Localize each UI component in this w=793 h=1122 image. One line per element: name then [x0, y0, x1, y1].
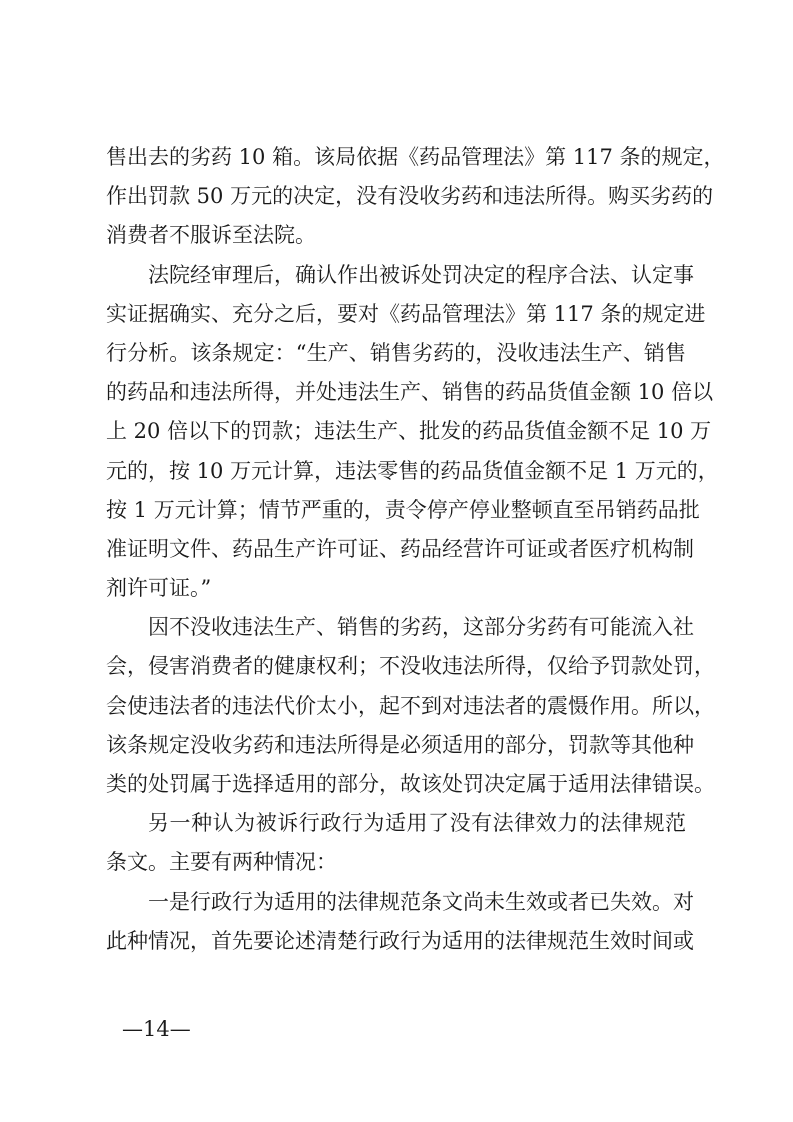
- text-line: 条文。主要有两种情况：: [106, 850, 337, 875]
- text-line: 类的处罚属于选择适用的部分，故该处罚决定属于适用法律错误。: [106, 772, 715, 796]
- paragraph-3: [106, 608, 715, 804]
- text-line: 消费者不服诉至法院。: [106, 223, 316, 248]
- text-line: 作出罚款 50 万元的决定，没有没收劣药和违法所得。购买劣药的: [106, 184, 714, 209]
- text-line: 会，侵害消费者的健康权利；不没收违法所得，仅给予罚款处罚，: [106, 654, 715, 679]
- text-line: 的药品和违法所得，并处违法生产、销售的药品货值金额 10 倍以: [106, 380, 714, 405]
- text-line: 上 20 倍以下的罚款；违法生产、批发的药品货值金额不足 10 万: [106, 419, 712, 444]
- text-line: 会使违法者的违法代价太小，起不到对违法者的震慑作用。所以，: [106, 693, 715, 718]
- text-line: 一是行政行为适用的法律规范条文尚未生效或者已失效。对: [148, 889, 694, 914]
- text-line: 此种情况，首先要论述清楚行政行为适用的法律规范生效时间或: [106, 928, 694, 953]
- page-number: —14—: [122, 1017, 191, 1041]
- paragraph-1: [106, 138, 725, 256]
- text-line: 实证据确实、充分之后，要对《药品管理法》第 117 条的规定进: [106, 301, 706, 326]
- text-line: 该条规定没收劣药和违法所得是必须适用的部分，罚款等其他种: [106, 732, 694, 757]
- body-text: [106, 138, 725, 961]
- text-line: 售出去的劣药 10 箱。该局依据《药品管理法》第 117 条的规定，: [106, 145, 725, 169]
- text-line: 因不没收违法生产、销售的劣药，这部分劣药有可能流入社: [148, 615, 694, 640]
- text-line: 元的，按 10 万元计算，违法零售的药品货值金额不足 1 万元的，: [106, 458, 719, 483]
- text-line: 法院经审理后，确认作出被诉处罚决定的程序合法、认定事: [148, 262, 694, 287]
- text-line: 按 1 万元计算；情节严重的，责令停产停业整顿直至吊销药品批: [106, 497, 700, 522]
- text-line: 准证明文件、药品生产许可证、药品经营许可证或者医疗机构制: [106, 536, 694, 561]
- paragraph-5: [106, 883, 694, 961]
- paragraph-4: [106, 804, 686, 882]
- text-line: 剂许可证。”: [106, 576, 212, 601]
- text-line: 行分析。该条规定：“生产、销售劣药的，没收违法生产、销售: [106, 340, 686, 365]
- text-line: 另一种认为被诉行政行为适用了没有法律效力的法律规范: [148, 811, 686, 836]
- paragraph-2: [106, 256, 719, 609]
